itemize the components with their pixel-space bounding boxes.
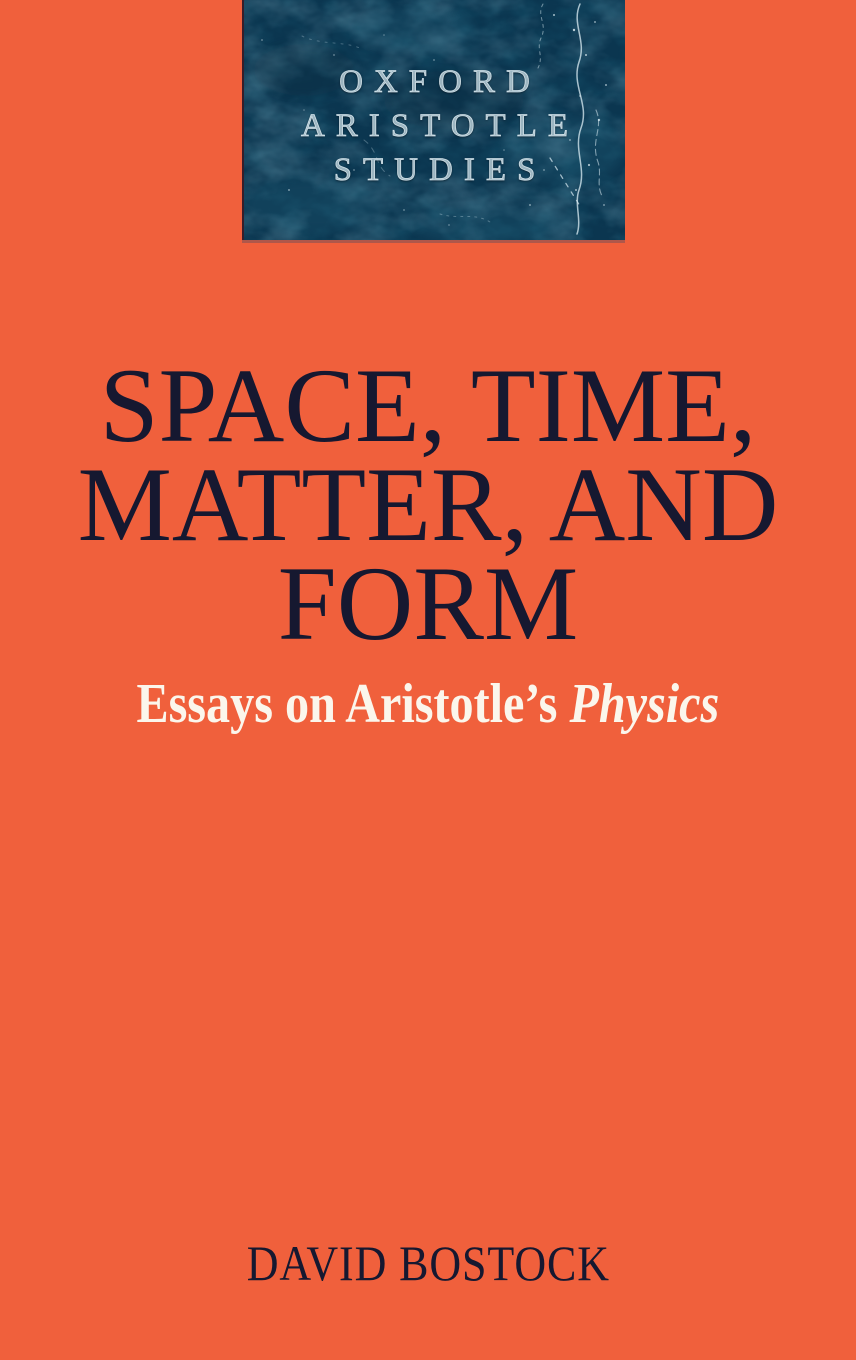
- title-line-3: FORM: [277, 545, 579, 662]
- book-subtitle-text: [137, 672, 720, 736]
- series-line-studies: STUDIES: [333, 152, 547, 188]
- author-name-text: DAVID BOSTOCK: [246, 1235, 610, 1291]
- series-panel: [242, 0, 625, 240]
- author-name: [0, 1235, 856, 1291]
- book-subtitle: [0, 672, 856, 736]
- series-title: [244, 60, 625, 192]
- book-title: [0, 347, 856, 662]
- subtitle-prefix: Essays on Aristotle’s: [136, 673, 570, 735]
- series-line-oxford: OXFORD: [339, 64, 541, 100]
- title-line-1: SPACE, TIME,: [99, 347, 757, 464]
- series-line-aristotle: ARISTOTLE: [300, 108, 580, 144]
- title-line-2: MATTER, AND: [77, 446, 779, 563]
- subtitle-emphasis: Physics: [569, 673, 720, 735]
